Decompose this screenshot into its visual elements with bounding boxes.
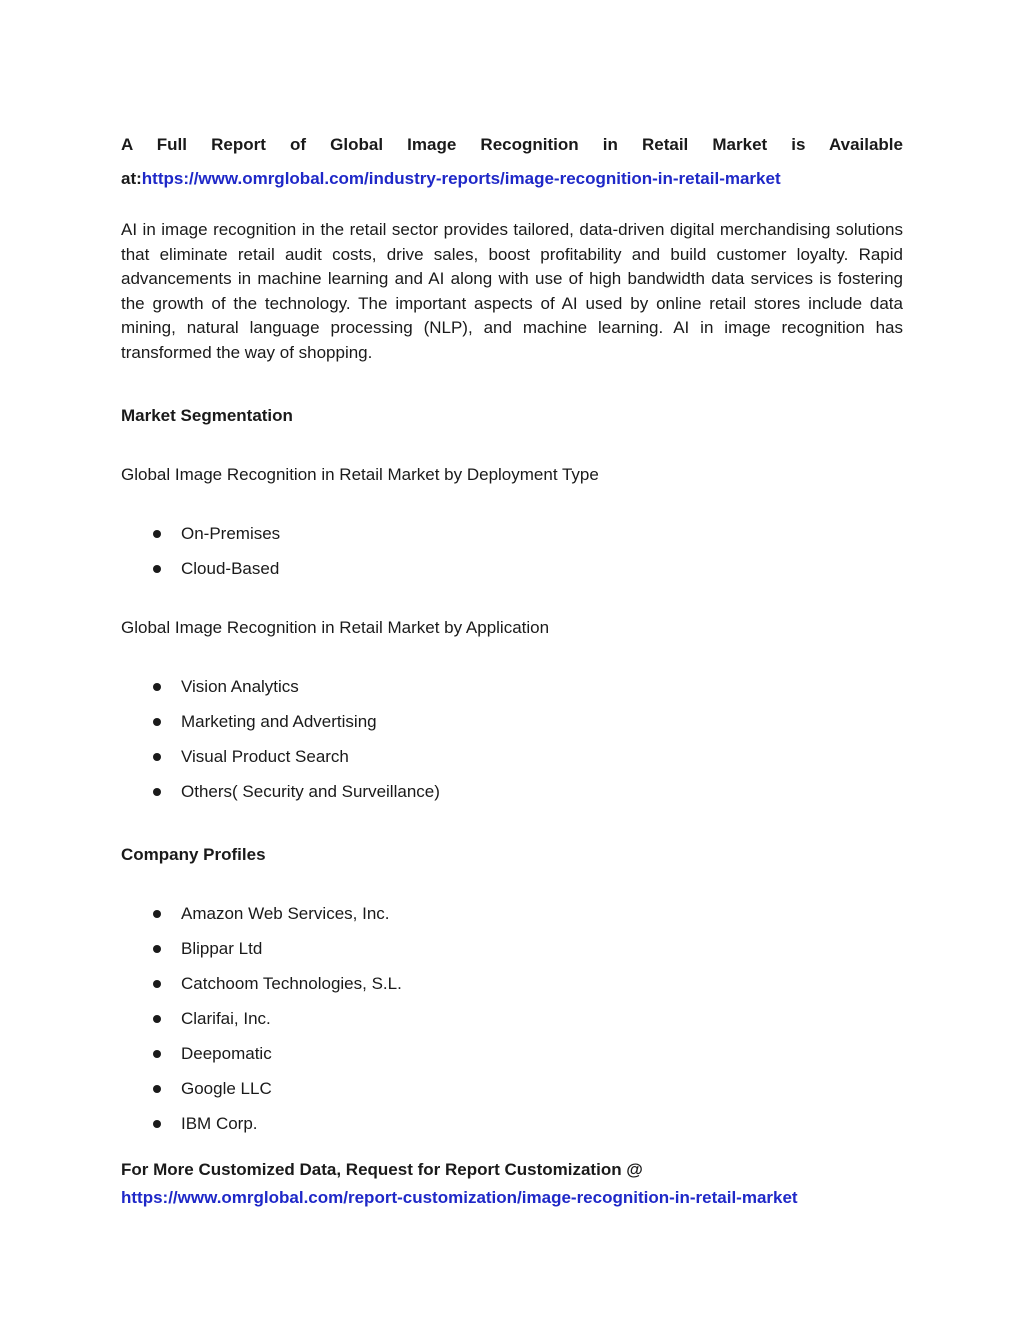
list-item-label: On-Premises	[181, 524, 281, 543]
bullet-icon	[153, 1015, 161, 1023]
bullet-icon	[153, 530, 161, 538]
application-list	[121, 675, 903, 804]
bullet-icon	[153, 788, 161, 796]
headline-title: A Full Report of Global Image Recognition in Retail Market is Available	[121, 135, 903, 154]
cta-text: For More Customized Data, Request for Report Customization @	[121, 1160, 643, 1179]
market-segmentation-heading: Market Segmentation	[121, 406, 293, 425]
bullet-icon	[153, 1120, 161, 1128]
list-item-label: Google LLC	[181, 1079, 272, 1098]
list-item-label: Catchoom Technologies, S.L.	[181, 974, 402, 993]
cta-url-line	[121, 1184, 903, 1212]
list-item	[121, 1007, 903, 1031]
list-item-label: Vision Analytics	[181, 677, 299, 696]
application-heading: Global Image Recognition in Retail Market by Application	[121, 618, 550, 637]
list-item	[121, 1077, 903, 1101]
list-item-label: Clarifai, Inc.	[181, 1009, 271, 1028]
company-profiles-heading: Company Profiles	[121, 845, 266, 864]
deployment-type-list	[121, 522, 903, 581]
list-item-label: IBM Corp.	[181, 1114, 258, 1133]
bullet-icon	[153, 1050, 161, 1058]
list-item	[121, 557, 903, 581]
company-list	[121, 902, 903, 1136]
list-item-label: Marketing and Advertising	[181, 712, 377, 731]
bullet-icon	[153, 683, 161, 691]
list-item	[121, 1042, 903, 1066]
bullet-icon	[153, 1085, 161, 1093]
list-item-label: Others( Security and Surveillance)	[181, 782, 440, 801]
bullet-icon	[153, 910, 161, 918]
list-item-label: Blippar Ltd	[181, 939, 263, 958]
bullet-icon	[153, 945, 161, 953]
list-item-label: Amazon Web Services, Inc.	[181, 904, 390, 923]
deployment-type-heading: Global Image Recognition in Retail Market by Deployment Type	[121, 465, 599, 484]
headline-prefix: at:	[121, 169, 142, 188]
bullet-icon	[153, 718, 161, 726]
list-item	[121, 675, 903, 699]
list-item	[121, 522, 903, 546]
intro-paragraph: AI in image recognition in the retail sector provides tailored, data-driven digital merchandising solutions that eliminate retail audit costs, drive sales, boost profitability and build customer loyalty. Rapid advancements in machine learning and AI along with use of high bandwidth data services is fostering the growth of the technology. The important aspects of AI used by online retail stores include data mining, natural language processing (NLP), and machine learning. AI in image recognition has transformed the way of shopping.	[121, 220, 903, 362]
customization-cta	[121, 1156, 903, 1212]
list-item-label: Cloud-Based	[181, 559, 280, 578]
bullet-icon	[153, 753, 161, 761]
customization-link[interactable]: https://www.omrglobal.com/report-customization/image-recognition-in-retail-market	[121, 1188, 798, 1207]
list-item	[121, 1112, 903, 1136]
document-page	[121, 128, 903, 1212]
report-link[interactable]: https://www.omrglobal.com/industry-reports/image-recognition-in-retail-market	[141, 169, 781, 188]
bullet-icon	[153, 565, 161, 573]
list-item	[121, 937, 903, 961]
list-item	[121, 902, 903, 926]
list-item	[121, 745, 903, 769]
bullet-icon	[153, 980, 161, 988]
list-item-label: Deepomatic	[181, 1044, 272, 1063]
headline-url-line	[121, 162, 903, 196]
list-item	[121, 972, 903, 996]
list-item-label: Visual Product Search	[181, 747, 349, 766]
list-item	[121, 710, 903, 734]
list-item	[121, 780, 903, 804]
